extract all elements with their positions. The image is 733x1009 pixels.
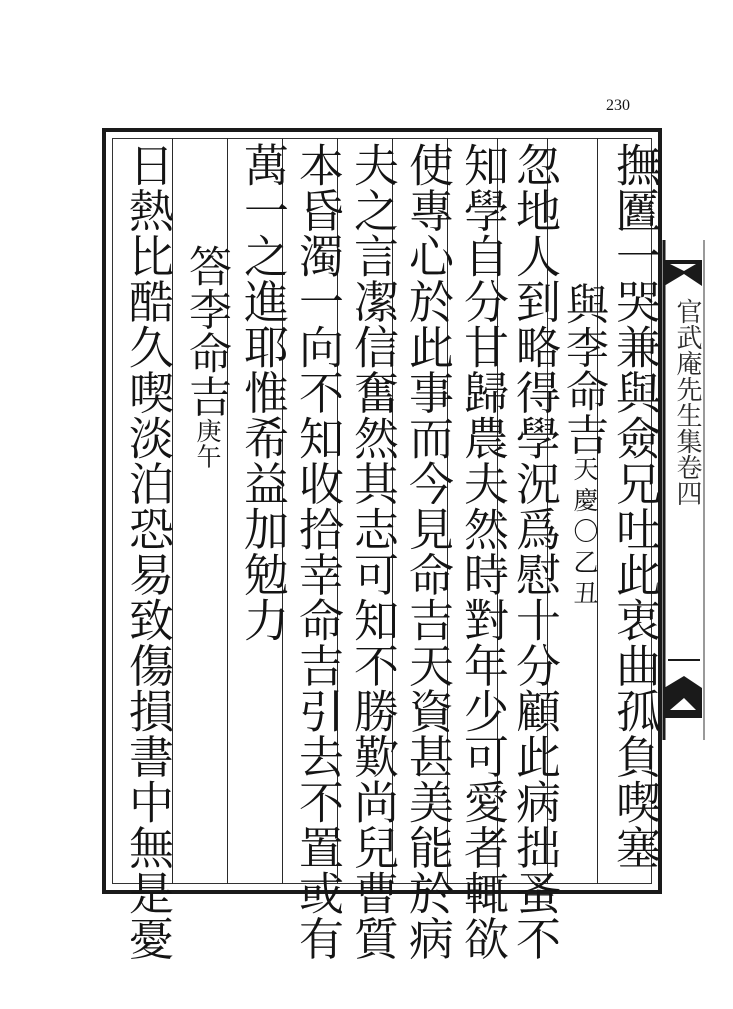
text-column: 使專心於此事而今見命吉天資甚美能於病 <box>401 142 454 961</box>
date-note: 庚午 <box>193 418 222 469</box>
text-column: 知學自分甘歸農夫然時對年少可愛者輒欲 <box>456 142 509 961</box>
text-column: 日熱比酷久喫淡泊恐易致傷損書中無是憂 <box>121 142 174 961</box>
letter-heading-column <box>177 244 237 469</box>
text-column: 夫之言㓗信奮然其志可知不勝歎尚兒曹質 <box>346 142 399 961</box>
text-column: 本昏濁一向不知收拾幸命吉引去不置或有 <box>291 142 344 961</box>
text-column: 忽地人到略得學況爲慰十分顧此病拙蚤不 <box>508 142 561 961</box>
text-column: 撫匶一哭兼與僉兄吐此衷曲孤負喫塞 <box>608 142 661 870</box>
page-number: 230 <box>606 97 630 114</box>
margin-title: 官武庵先生集卷四 <box>672 298 702 506</box>
text-column: 萬一之進耶惟希益加勉力 <box>236 142 289 643</box>
letter-heading: 答李命吉 <box>182 244 232 418</box>
date-note: 天慶〇乙丑 <box>570 456 599 611</box>
letter-heading: 與李命吉 <box>559 282 609 456</box>
